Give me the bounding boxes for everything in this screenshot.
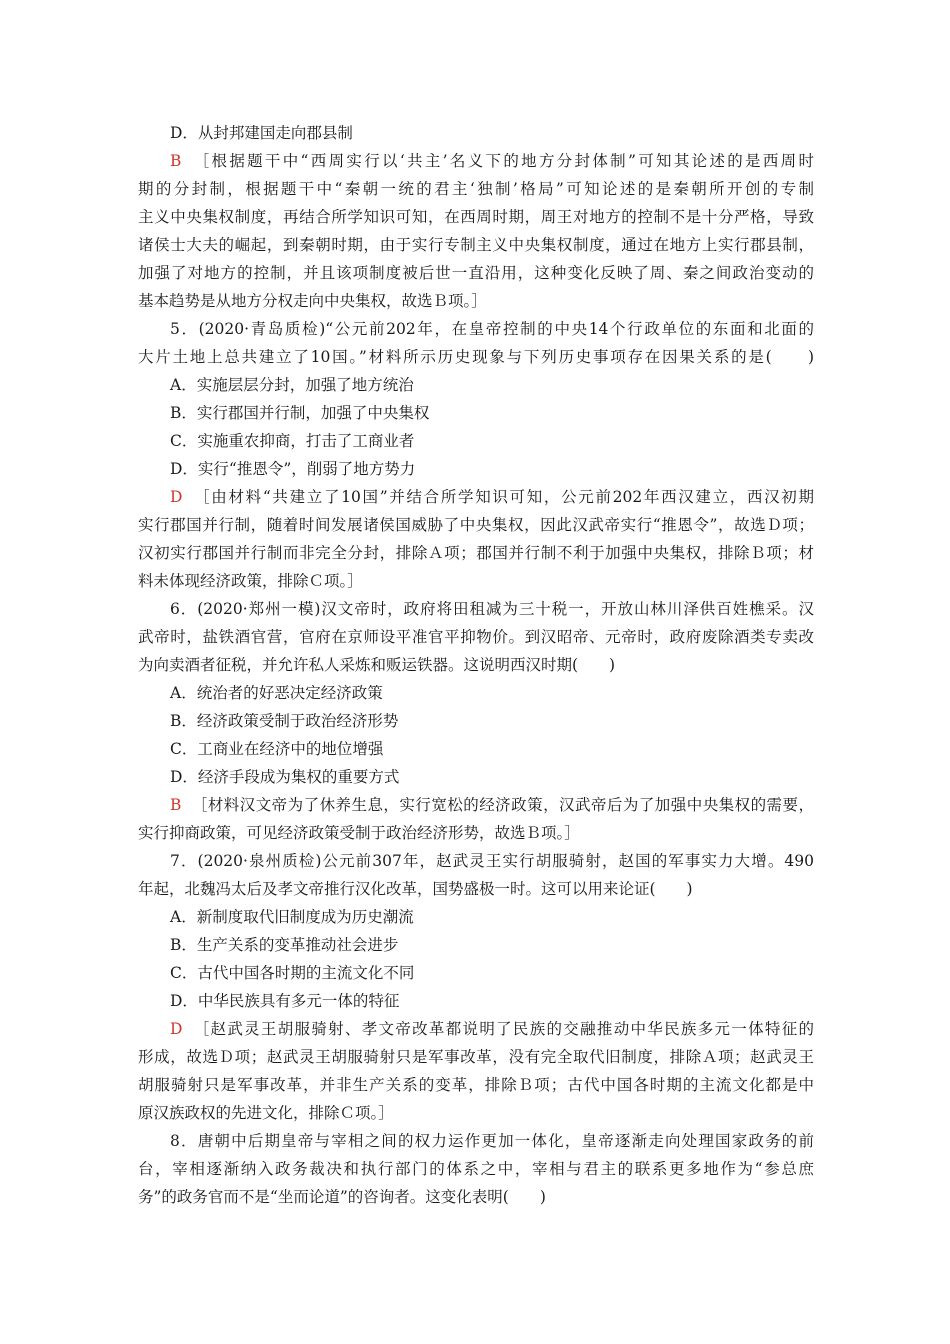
q5-stem-line: 5．(2020·青岛质检)“公元前202年，在皇帝控制的中央14个行政单位的东面和北面的 — [170, 320, 814, 338]
q4-option-d: D．从封邦建国走向郡县制 — [170, 124, 353, 142]
q5-answer-letter: D — [170, 488, 183, 506]
q6-explanation-line: 实行抑商政策，可见经济政策受制于政治经济形势，故选Ｂ项。］ — [138, 824, 580, 842]
q6-stem-line: 6．(2020·郑州一模)汉文帝时，政府将田租减为三十税一，开放山林川泽供百姓樵采。汉 — [170, 600, 814, 618]
q7-option-b: B．生产关系的变革推动社会进步 — [170, 936, 399, 954]
q6-option-a: A．统治者的好恶决定经济政策 — [170, 684, 383, 702]
q5-explanation-line: 料未体现经济政策，排除Ｃ项。］ — [138, 572, 363, 590]
q7-stem-line: 7．(2020·泉州质检)公元前307年，赵武灵王实行胡服骑射，赵国的军事实力大增。490 — [170, 852, 814, 870]
q6-explanation-line: B ［材料汉文帝为了休养生息，实行宽松的经济政策，汉武帝后为了加强中央集权的需要， — [170, 796, 814, 814]
q6-option-c: C．工商业在经济中的地位增强 — [170, 740, 384, 758]
q4-explanation-line: B ［根据题干中“西周实行以‘共主’名义下的地方分封体制”可知其论述的是西周时 — [170, 152, 814, 170]
q4-explanation-line: 期的分封制，根据题干中“秦朝一统的君主‘独制’格局”可知论述的是秦朝所开创的专制 — [138, 180, 814, 198]
q5-explanation-line: 汉初实行郡国并行制而非完全分封，排除Ａ项；郡国并行制不利于加强中央集权，排除Ｂ项；材 — [138, 544, 814, 562]
q7-answer-letter: D — [170, 1020, 183, 1038]
q6-option-d: D．经济手段成为集权的重要方式 — [170, 768, 400, 786]
q5-option-c: C．实施重农抑商，打击了工商业者 — [170, 432, 415, 450]
q4-answer-letter: B — [170, 152, 182, 170]
q7-explanation-line: 形成，故选Ｄ项；赵武灵王胡服骑射只是军事改革，没有完全取代旧制度，排除Ａ项；赵武灵王 — [138, 1048, 814, 1066]
q7-stem-line: 年起，北魏冯太后及孝文帝推行汉化改革，国势盛极一时。这可以用来论证( ) — [138, 880, 693, 898]
q7-option-d: D．中华民族具有多元一体的特征 — [170, 992, 400, 1010]
q7-explanation-line: D ［赵武灵王胡服骑射、孝文帝改革都说明了民族的交融推动中华民族多元一体特征的 — [170, 1020, 814, 1038]
q6-option-b: B．经济政策受制于政治经济形势 — [170, 712, 399, 730]
q5-option-d: D．实行“推恩令”，削弱了地方势力 — [170, 460, 416, 478]
q6-stem-line: 武帝时，盐铁酒官营，官府在京师设平准官平抑物价。到汉昭帝、元帝时，政府废除酒类专卖改 — [138, 628, 814, 646]
q8-stem-line: 务”的政务官而不是“坐而论道”的咨询者。这变化表明( ) — [138, 1188, 546, 1206]
q7-explanation-line: 胡服骑射只是军事改革，并非生产关系的变革，排除Ｂ项；古代中国各时期的主流文化都是中 — [138, 1076, 814, 1094]
q7-option-c: C．古代中国各时期的主流文化不同 — [170, 964, 415, 982]
q4-explanation-line: 诸侯士大夫的崛起，到秦朝时期，由于实行专制主义中央集权制度，通过在地方上实行郡县制， — [138, 236, 814, 254]
q5-option-b: B．实行郡国并行制，加强了中央集权 — [170, 404, 430, 422]
q6-stem-line: 为向卖酒者征税，并允许私人采炼和贩运铁器。这说明西汉时期( ) — [138, 656, 616, 674]
q5-explanation-line: 实行郡国并行制，随着时间发展诸侯国威胁了中央集权，因此汉武帝实行“推恩令”，故选Ｄ项； — [138, 516, 814, 534]
q8-stem-line: 台，宰相逐渐纳入政务裁决和执行部门的体系之中，宰相与君主的联系更多地作为“参总庶 — [138, 1160, 814, 1178]
q8-stem-line: 8．唐朝中后期皇帝与宰相之间的权力运作更加一体化，皇帝逐渐走向处理国家政务的前 — [170, 1132, 814, 1150]
q6-answer-letter: B — [170, 796, 182, 814]
q4-explanation-line: 基本趋势是从地方分权走向中央集权，故选Ｂ项。］ — [138, 292, 487, 310]
q7-explanation-line: 原汉族政权的先进文化，排除Ｃ项。］ — [138, 1104, 394, 1122]
q5-option-a: A．实施层层分封，加强了地方统治 — [170, 376, 414, 394]
q4-explanation-line: 加强了对地方的控制，并且该项制度被后世一直沿用，这种变化反映了周、秦之间政治变动的 — [138, 264, 814, 282]
q4-explanation-line: 主义中央集权制度，再结合所学知识可知，在西周时期，周王对地方的控制不是十分严格，导致 — [138, 208, 814, 226]
q5-explanation-line: D ［由材料“共建立了10国”并结合所学知识可知，公元前202年西汉建立，西汉初期 — [170, 488, 814, 506]
q5-stem-line: 大片土地上总共建立了10国。”材料所示历史现象与下列历史事项存在因果关系的是( ) — [138, 348, 814, 366]
q7-option-a: A．新制度取代旧制度成为历史潮流 — [170, 908, 414, 926]
